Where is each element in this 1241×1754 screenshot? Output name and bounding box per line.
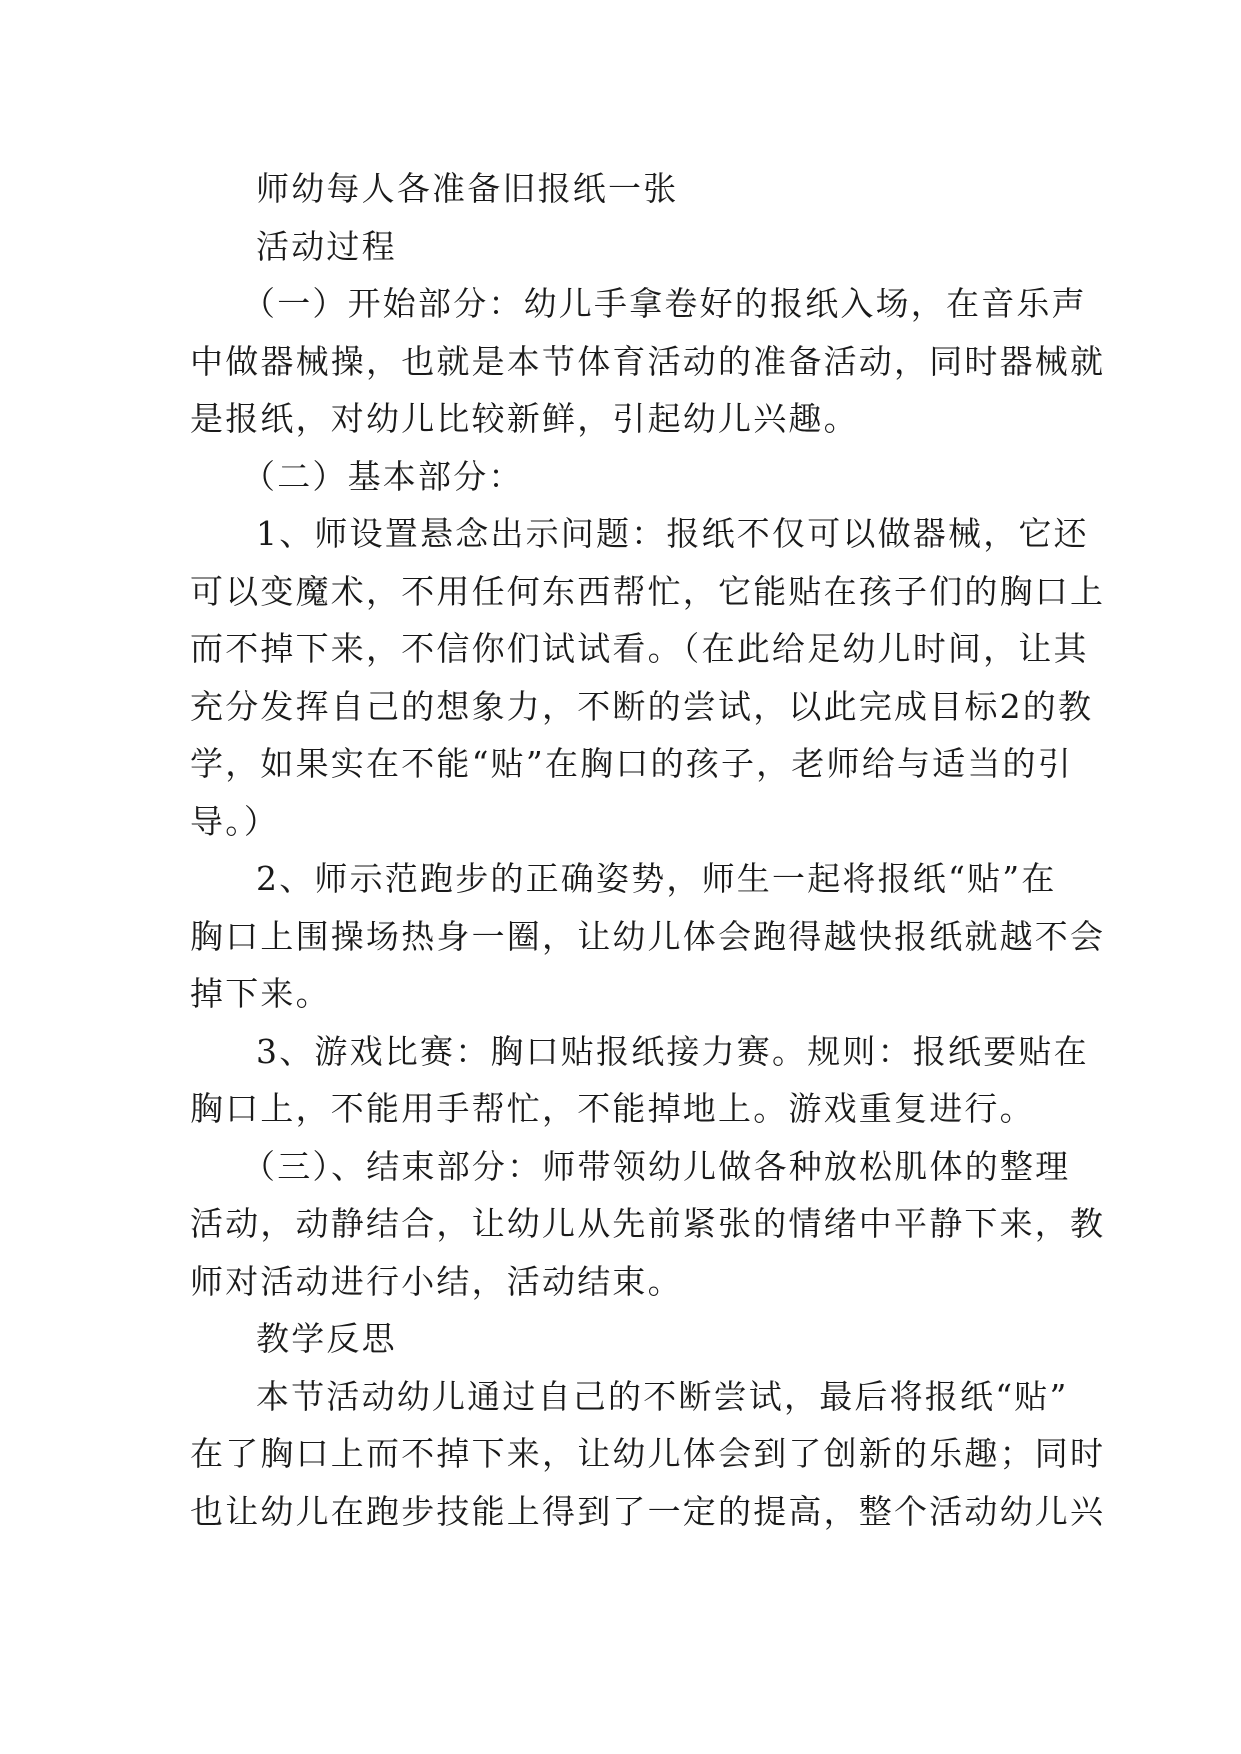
paragraph-line: 本节活动幼儿通过自己的不断尝试，最后将报纸“贴” <box>256 1376 1069 1416</box>
paragraph-line: 在了胸口上而不掉下来，让幼儿体会到了创新的乐趣；同时 <box>190 1434 1106 1473</box>
paragraph-line: 胸口上，不能用手帮忙，不能掉地上。游戏重复进行。 <box>190 1089 1035 1128</box>
paragraph-line: 中做器械操，也就是本节体育活动的准备活动，同时器械就 <box>190 341 1106 381</box>
materials-line: 师幼每人各准备旧报纸一张 <box>256 169 679 208</box>
paragraph-line: 学，如果实在不能“贴”在胸口的孩子，老师给与适当的引 <box>190 744 1073 783</box>
paragraph-line: 1、师设置悬念出示问题：报纸不仅可以做器械，它还 <box>256 514 1089 553</box>
paragraph-line: 充分发挥自己的想象力，不断的尝试，以此完成目标2的教 <box>190 686 1094 726</box>
paragraph-line: 可以变魔术，不用任何东西帮忙，它能贴在孩子们的胸口上 <box>190 571 1106 611</box>
paragraph-line: 胸口上围操场热身一圈，让幼儿体会跑得越快报纸就越不会 <box>190 916 1106 956</box>
subheading-basic-part: （二）基本部分： <box>242 456 524 496</box>
section-heading-activity-process: 活动过程 <box>256 226 397 266</box>
paragraph-line: 导。） <box>190 801 280 841</box>
paragraph-line: 也让幼儿在跑步技能上得到了一定的提高，整个活动幼儿兴 <box>190 1491 1106 1531</box>
paragraph-line: 2、师示范跑步的正确姿势，师生一起将报纸“贴”在 <box>256 859 1057 898</box>
paragraph-line: 活动，动静结合，让幼儿从先前紧张的情绪中平静下来，教 <box>190 1204 1106 1243</box>
paragraph-line: 而不掉下来，不信你们试试看。（在此给足幼儿时间，让其 <box>190 629 1089 668</box>
section-heading-teaching-reflection: 教学反思 <box>256 1319 397 1358</box>
paragraph-line: 3、游戏比赛：胸口贴报纸接力赛。规则：报纸要贴在 <box>256 1031 1089 1071</box>
paragraph-line: 掉下来。 <box>190 974 331 1013</box>
paragraph-line: （三）、结束部分：师带领幼儿做各种放松肌体的整理 <box>242 1146 1071 1186</box>
paragraph-line: 师对活动进行小结，活动结束。 <box>190 1261 683 1301</box>
paragraph-line: （一）开始部分：幼儿手拿卷好的报纸入场，在音乐声 <box>242 284 1087 323</box>
document-body <box>190 160 1106 1540</box>
paragraph-line: 是报纸，对幼儿比较新鲜，引起幼儿兴趣。 <box>190 399 859 438</box>
